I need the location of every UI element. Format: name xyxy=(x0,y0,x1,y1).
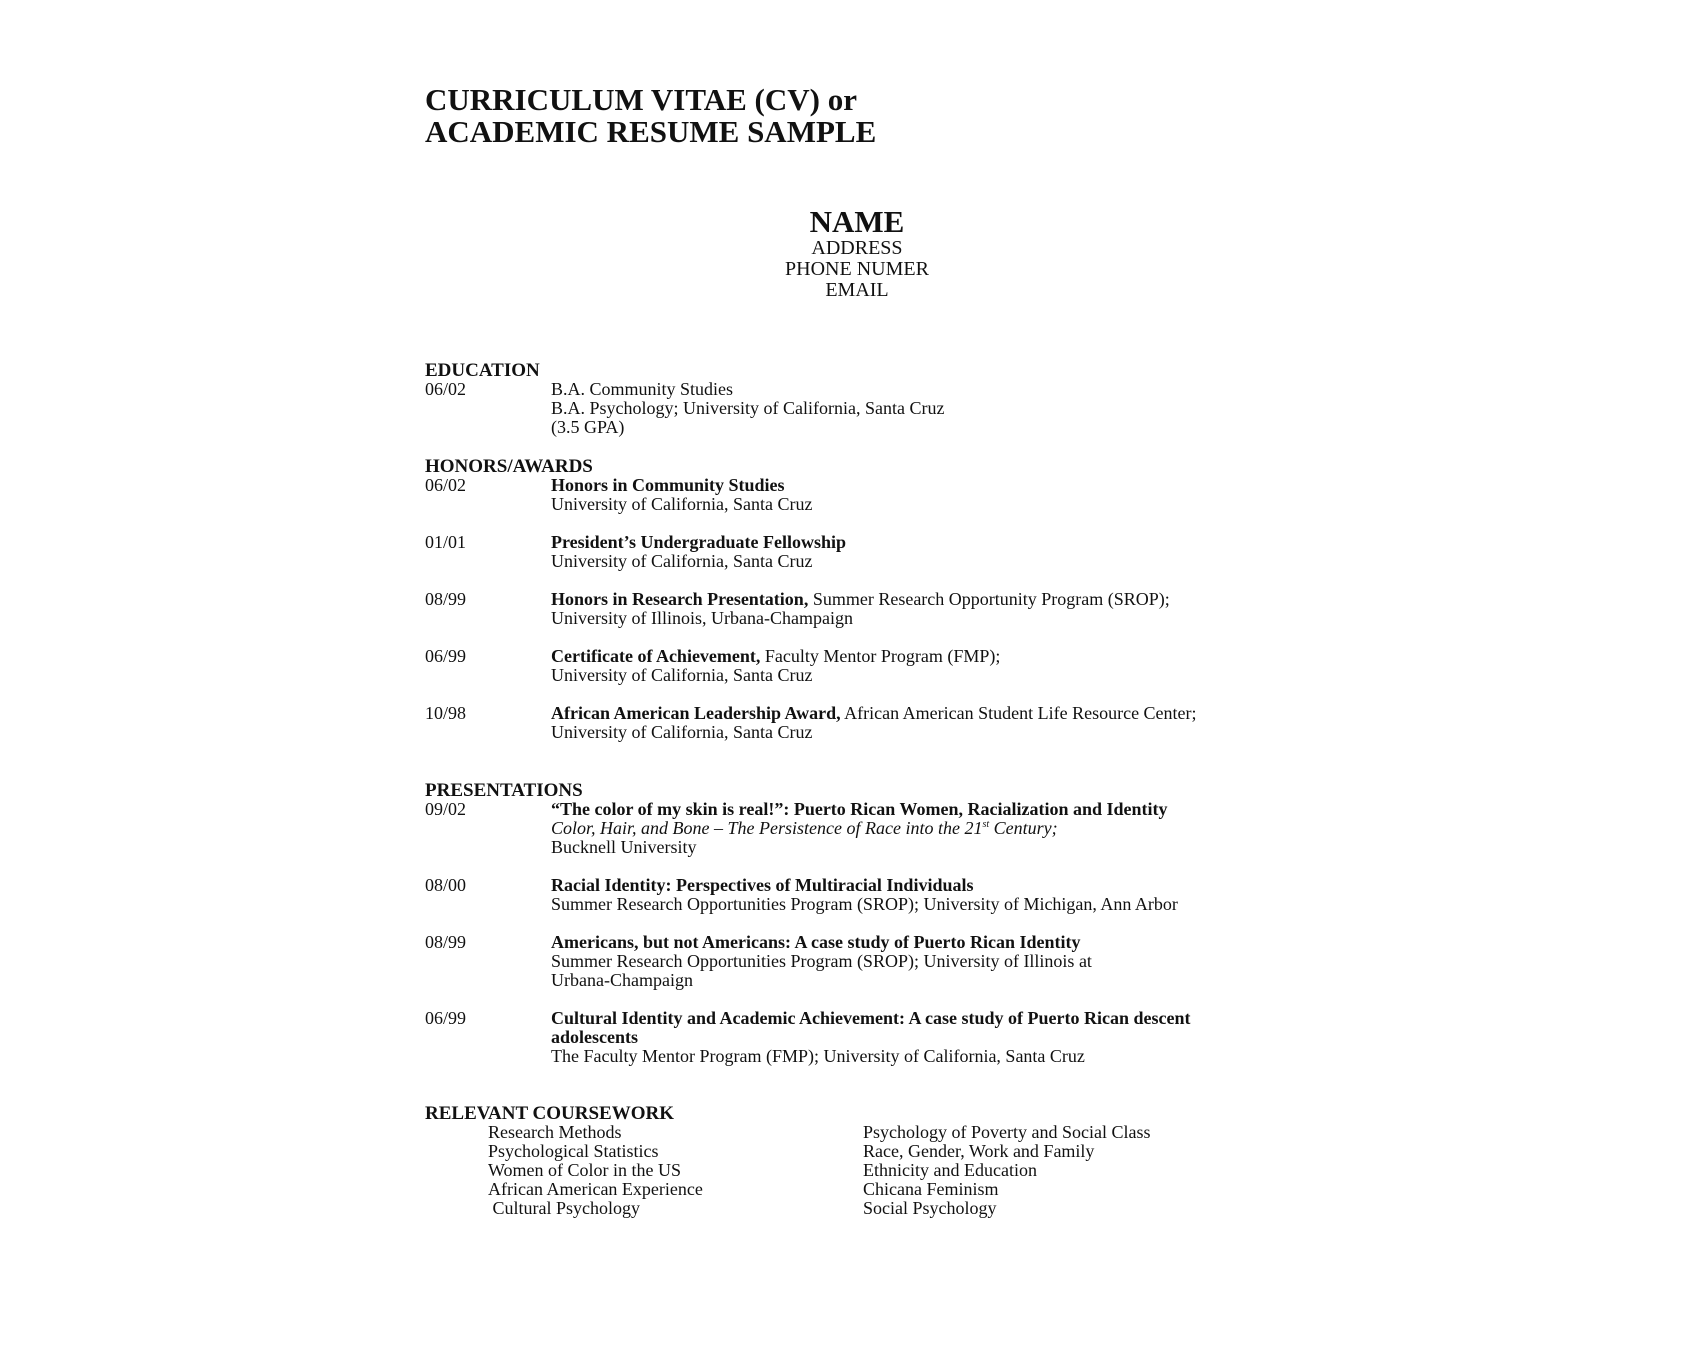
presentation-entry xyxy=(425,800,1325,857)
course-item: Chicana Feminism xyxy=(863,1179,999,1199)
candidate-name: NAME xyxy=(809,204,905,239)
entry-date: 10/98 xyxy=(425,703,467,723)
honor-title: Honors in Research Presentation, xyxy=(551,589,809,609)
coursework-section xyxy=(425,1103,1325,1218)
course-item: Race, Gender, Work and Family xyxy=(863,1141,1095,1161)
honor-entry xyxy=(425,647,1325,685)
honor-entry xyxy=(425,476,1325,514)
presentation-venue: Color, Hair, and Bone – The Persistence of Race into the 21st Century; xyxy=(551,818,1058,838)
course-item: Psychology of Poverty and Social Class xyxy=(863,1122,1151,1142)
presentation-entry xyxy=(425,933,1325,990)
honor-title: Certificate of Achievement, xyxy=(551,646,761,666)
honor-institution: University of California, Santa Cruz xyxy=(551,494,813,514)
honors-heading: HONORS/AWARDS xyxy=(425,456,593,477)
course-item: Research Methods xyxy=(488,1122,622,1142)
entry-date: 08/99 xyxy=(425,589,467,609)
entry-date: 06/99 xyxy=(425,646,467,666)
education-degree-2: B.A. Psychology; University of California, Santa Cruz xyxy=(551,398,945,418)
course-item: Social Psychology xyxy=(863,1198,997,1218)
coursework-list-left xyxy=(488,1123,703,1218)
honor-institution: University of California, Santa Cruz xyxy=(551,665,813,685)
honor-institution: University of California, Santa Cruz xyxy=(551,551,813,571)
candidate-phone: PHONE NUMER xyxy=(785,258,929,280)
presentation-institution: Bucknell University xyxy=(551,837,697,857)
document-title-line1: CURRICULUM VITAE (CV) or xyxy=(425,82,857,117)
candidate-address: ADDRESS xyxy=(811,237,903,259)
coursework-heading: RELEVANT COURSEWORK xyxy=(425,1103,674,1124)
entry-date: 08/00 xyxy=(425,875,467,895)
presentation-program: Summer Research Opportunities Program (SROP); University of Michigan, Ann Arbor xyxy=(551,894,1178,914)
entry-date: 06/02 xyxy=(425,379,467,399)
document-title xyxy=(425,84,876,148)
honor-institution: University of Illinois, Urbana-Champaign xyxy=(551,608,853,628)
presentation-title: Cultural Identity and Academic Achievement: A case study of Puerto Rican descent xyxy=(551,1008,1191,1028)
honor-program: Faculty Mentor Program (FMP); xyxy=(760,646,1001,666)
entry-date: 06/99 xyxy=(425,1008,467,1028)
presentation-entry xyxy=(425,876,1325,914)
presentation-title: “The color of my skin is real!”: Puerto Rican Women, Racialization and Identity xyxy=(551,799,1168,819)
honor-title: African American Leadership Award, xyxy=(551,703,841,723)
honor-title: Honors in Community Studies xyxy=(551,475,785,495)
course-item: Psychological Statistics xyxy=(488,1141,659,1161)
course-item: Ethnicity and Education xyxy=(863,1160,1037,1180)
honors-section xyxy=(425,457,1325,742)
presentation-program: Summer Research Opportunities Program (SROP); University of Illinois at xyxy=(551,951,1092,971)
presentation-program-cont: Urbana-Champaign xyxy=(551,970,693,990)
presentation-title: Americans, but not Americans: A case study of Puerto Rican Identity xyxy=(551,932,1081,952)
honor-program: Summer Research Opportunity Program (SROP); xyxy=(808,589,1170,609)
presentation-title-cont: adolescents xyxy=(551,1027,638,1047)
entry-date: 06/02 xyxy=(425,475,467,495)
course-item: African American Experience xyxy=(488,1179,703,1199)
honor-program: African American Student Life Resource Center; xyxy=(840,703,1197,723)
education-heading: EDUCATION xyxy=(425,360,540,381)
education-entry xyxy=(425,380,1325,437)
candidate-email: EMAIL xyxy=(825,279,889,301)
entry-date: 01/01 xyxy=(425,532,467,552)
entry-date: 09/02 xyxy=(425,799,467,819)
contact-header xyxy=(0,206,1701,301)
course-item: Cultural Psychology xyxy=(488,1198,640,1218)
presentation-entry xyxy=(425,1009,1325,1066)
presentations-heading: PRESENTATIONS xyxy=(425,780,583,801)
education-gpa: (3.5 GPA) xyxy=(551,417,625,437)
education-degree-1: B.A. Community Studies xyxy=(551,379,734,399)
presentation-program: The Faculty Mentor Program (FMP); University of California, Santa Cruz xyxy=(551,1046,1085,1066)
honor-entry xyxy=(425,590,1325,628)
document-title-line2: ACADEMIC RESUME SAMPLE xyxy=(425,114,877,149)
course-item: Women of Color in the US xyxy=(488,1160,682,1180)
honor-institution: University of California, Santa Cruz xyxy=(551,722,813,742)
honor-title: President’s Undergraduate Fellowship xyxy=(551,532,846,552)
honor-entry xyxy=(425,533,1325,571)
presentations-section xyxy=(425,781,1325,1066)
presentation-title: Racial Identity: Perspectives of Multiracial Individuals xyxy=(551,875,974,895)
coursework-list-right xyxy=(863,1123,1150,1218)
entry-date: 08/99 xyxy=(425,932,467,952)
education-section xyxy=(425,361,1325,437)
honor-entry xyxy=(425,704,1325,742)
